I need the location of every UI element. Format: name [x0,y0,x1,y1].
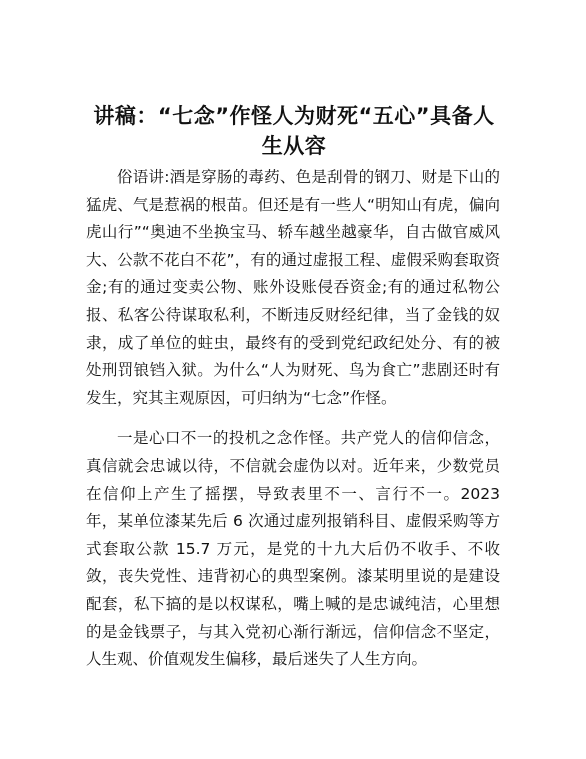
paragraph-intro: 俗语讲:酒是穿肠的毒药、色是刮骨的钢刀、财是下山的猛虎、气是惹祸的根苗。但还是有一些人“明知山有虎，偏向虎山行”“奥迪不坐换宝马、轿车越坐越豪华，自古做官威风大、公款不花白不花”，有的通过虚报工程、虚假采购套取资金;有的通过变卖公物、账外设账侵吞资金;有的通过私物公报、私客公待谋取私利，不断违反财经纪律，当了金钱的奴隶，成了单位的蛀虫，最终有的受到党纪政纪处分、有的被处刑罚锒铛入狱。为什么“人为财死、鸟为食亡”悲剧还时有发生，究其主观原因，可归纳为“七念”作怪。 [86,168,500,407]
document-body [86,164,500,687]
document-title: 讲稿：“七念”作怪人为财死“五心”具备人生从容 [93,104,495,158]
paragraph-first-point: 一是心口不一的投机之念作怪。共产党人的信仰信念，真信就会忠诚以待，不信就会虚伪以对。近年来，少数党员在信仰上产生了摇摆，导致表里不一、言行不一。2023 年，某单位漆某先后 6 次通过虚列报销科目、虚假采购等方式套取公款 15.7 万元，是党的十九大后仍不收手、不收敛，丧失党性、违背初心的典型案例。漆某明里说的是建设配套，私下搞的是以权谋私，嘴上喊的是忠诚纯洁，心里想的是金钱票子，与其入党初心渐行渐远，信仰信念不坚定，人生观、价值观发生偏移，最后迷失了人生方向。 [86,429,500,669]
